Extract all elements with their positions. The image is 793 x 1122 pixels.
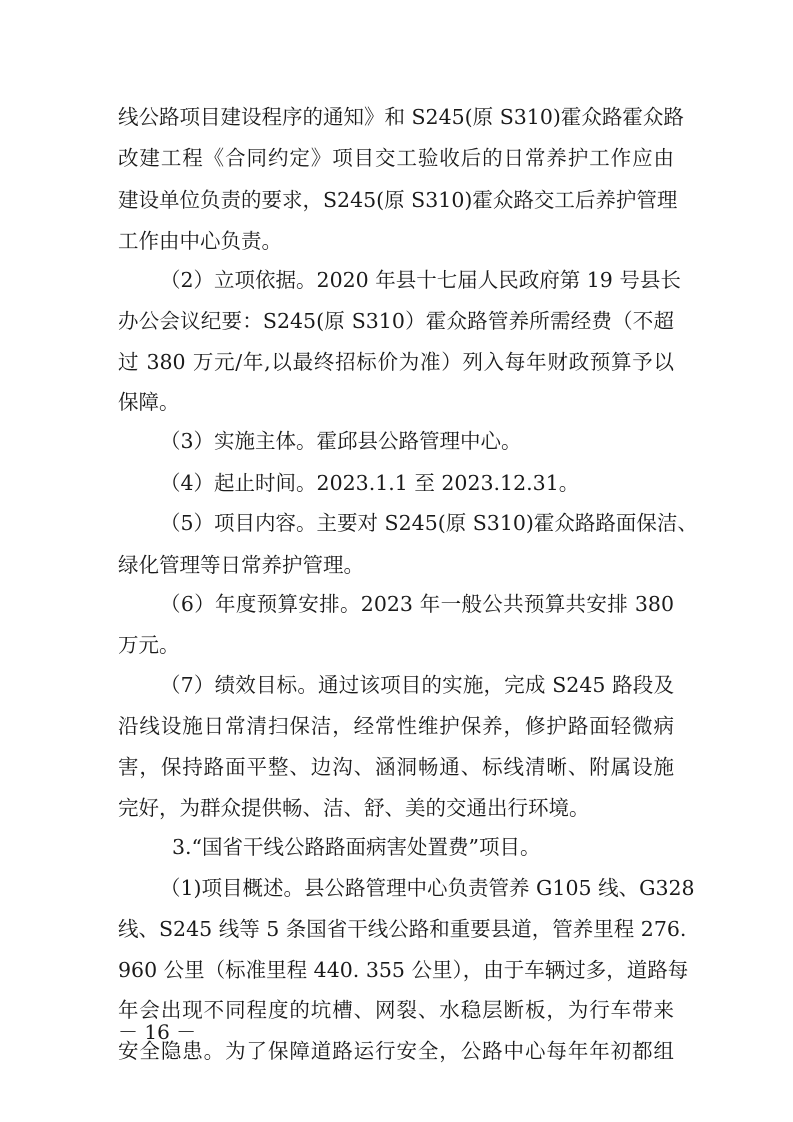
text-line: 线、S245 线等 5 条国省干线公路和重要县道，管养里程 276.: [118, 917, 687, 941]
text-line: 万元。: [118, 633, 180, 657]
text-line: 害，保持路面平整、边沟、涵洞畅通、标线清晰、附属设施: [118, 755, 674, 779]
text-line: 完好，为群众提供畅、洁、舒、美的交通出行环境。: [118, 796, 590, 820]
text-line: 改建工程《合同约定》项目交工验收后的日常养护工作应由: [118, 146, 674, 170]
text-line: （6）年度预算安排。2023 年一般公共预算共安排 380: [160, 592, 674, 616]
text-line: 沿线设施日常清扫保洁，经常性维护保养，修护路面轻微病: [118, 714, 674, 738]
text-line: 安全隐患。为了保障道路运行安全，公路中心每年年初都组: [118, 1039, 674, 1063]
text-line: 保障。: [118, 390, 180, 414]
page-number: － 16 －: [118, 1020, 197, 1044]
text-line: 绿化管理等日常养护管理。: [118, 553, 364, 577]
text-line: 过 380 万元/年,以最终招标价为准）列入每年财政预算予以: [118, 350, 674, 374]
text-line: （5）项目内容。主要对 S245(原 S310)霍众路路面保洁、: [160, 511, 698, 535]
text-line: 工作由中心负责。: [118, 229, 282, 253]
text-line: 办公会议纪要：S245(原 S310）霍众路管养所需经费（不超: [118, 309, 674, 333]
text-line: （4）起止时间。2023.1.1 至 2023.12.31。: [160, 471, 580, 495]
section-heading: 3.“国省干线公路路面病害处置费”项目。: [172, 835, 541, 859]
text-line: （1)项目概述。县公路管理中心负责管养 G105 线、G328: [160, 876, 695, 900]
text-line: 年会出现不同程度的坑槽、网裂、水稳层断板，为行车带来: [118, 998, 674, 1022]
text-line: 960 公里（标准里程 440. 355 公里），由于车辆过多，道路每: [118, 958, 689, 982]
text-line: 建设单位负责的要求，S245(原 S310)霍众路交工后养护管理: [118, 188, 678, 212]
text-line: （2）立项依据。2020 年县十七届人民政府第 19 号县长: [160, 268, 681, 292]
text-line: （3）实施主体。霍邱县公路管理中心。: [160, 429, 522, 453]
text-line: 线公路项目建设程序的通知》和 S245(原 S310)霍众路霍众路: [118, 105, 684, 129]
text-line: （7）绩效目标。通过该项目的实施，完成 S245 路段及: [160, 673, 674, 697]
